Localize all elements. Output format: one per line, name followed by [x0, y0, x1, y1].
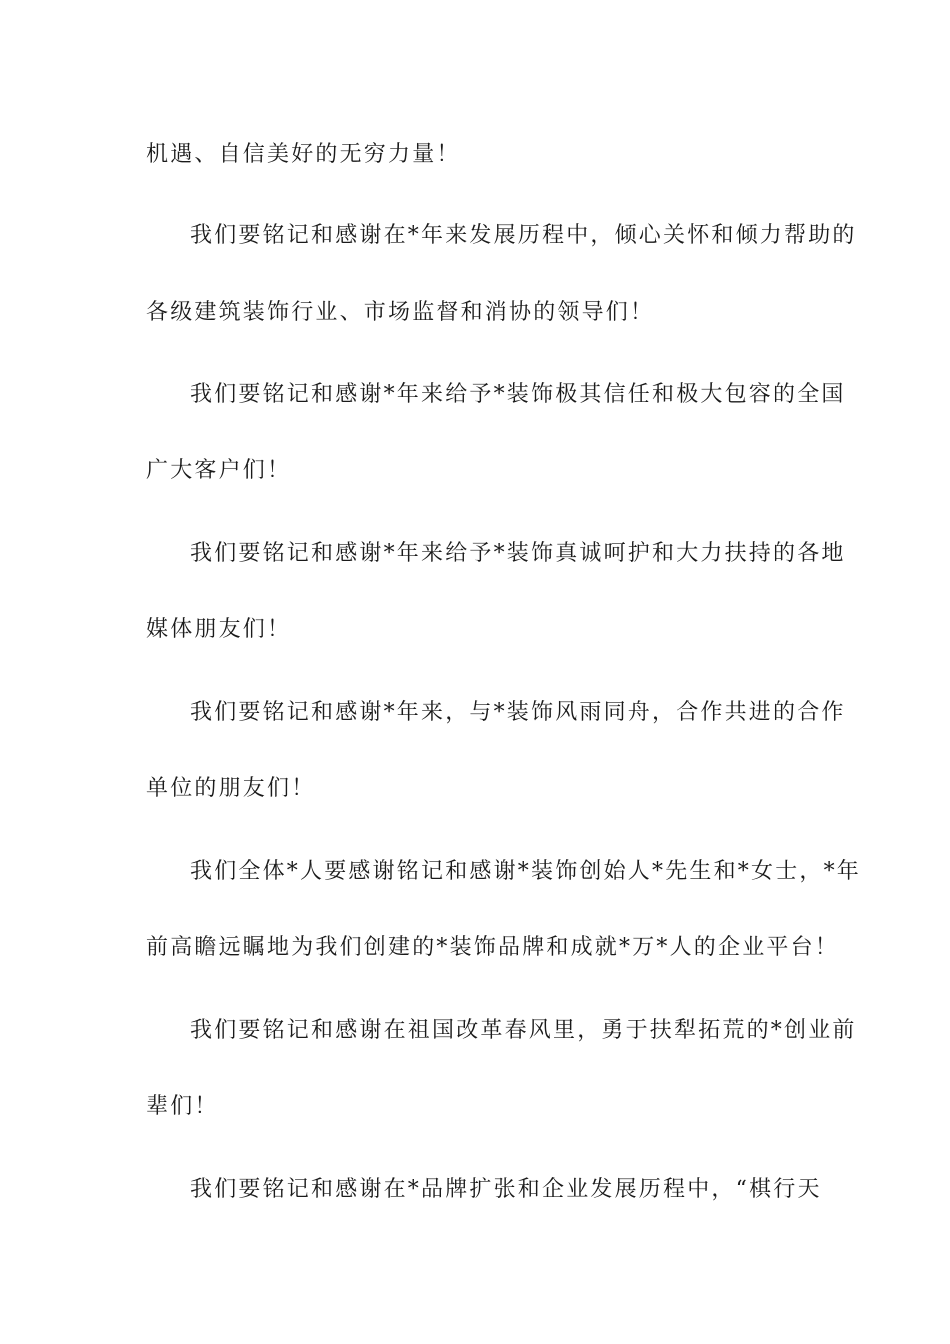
text-line: 媒体朋友们！ — [146, 617, 292, 642]
text-line: 单位的朋友们！ — [146, 776, 316, 801]
paragraph-first-line: 我们全体*人要感谢铭记和感谢*装饰创始人*先生和*女士，*年 — [190, 859, 862, 884]
text-line: 广大客户们！ — [146, 458, 292, 483]
paragraph-first-line: 我们要铭记和感谢*年来给予*装饰真诚呵护和大力扶持的各地 — [190, 541, 846, 566]
paragraph-first-line: 我们要铭记和感谢在*品牌扩张和企业发展历程中，“棋行天 — [190, 1177, 822, 1202]
text-line: 机遇、自信美好的无穷力量！ — [146, 142, 461, 167]
paragraph-first-line: 我们要铭记和感谢在祖国改革春风里，勇于扶犁拓荒的*创业前 — [190, 1018, 857, 1043]
text-line: 前高瞻远瞩地为我们创建的*装饰品牌和成就*万*人的企业平台！ — [146, 935, 840, 960]
paragraph-first-line: 我们要铭记和感谢在*年来发展历程中，倾心关怀和倾力帮助的 — [190, 223, 857, 248]
paragraph-first-line: 我们要铭记和感谢*年来，与*装饰风雨同舟，合作共进的合作 — [190, 700, 846, 725]
paragraph-first-line: 我们要铭记和感谢*年来给予*装饰极其信任和极大包容的全国 — [190, 382, 846, 407]
text-line: 各级建筑装饰行业、市场监督和消协的领导们！ — [146, 300, 655, 325]
text-line: 辈们！ — [146, 1094, 219, 1119]
